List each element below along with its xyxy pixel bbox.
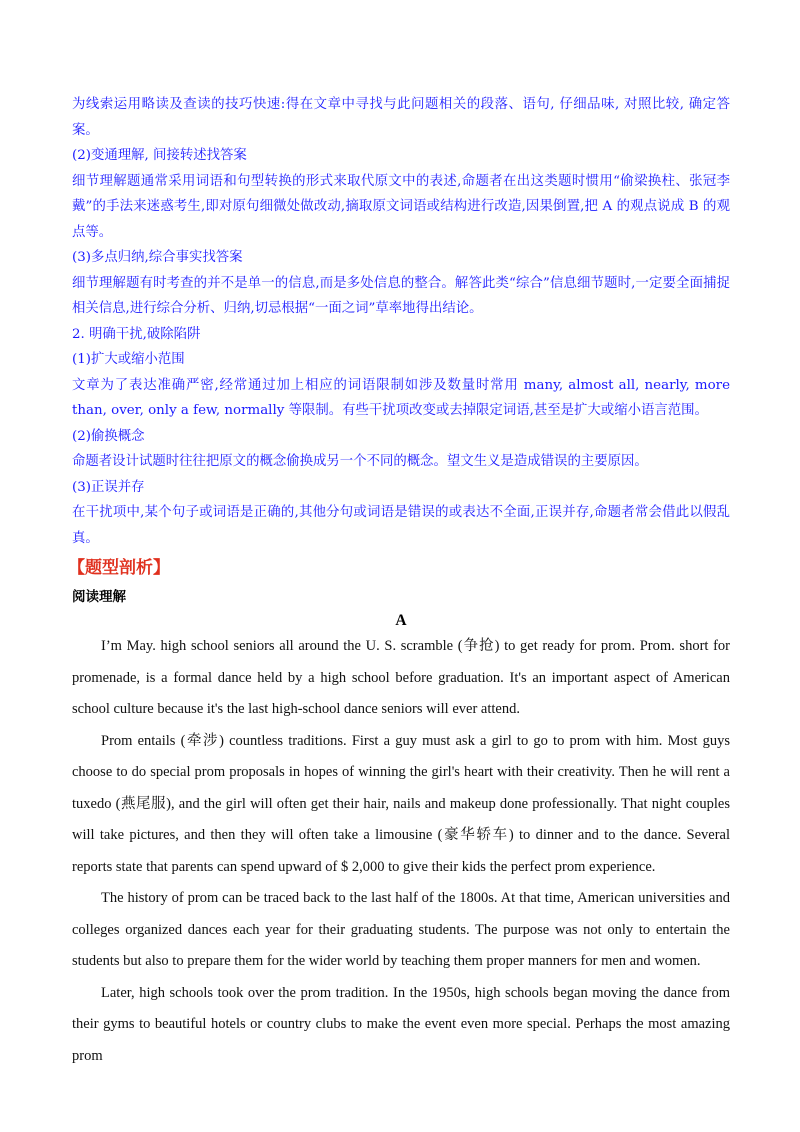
- guidance-line: 在干扰项中,某个句子或词语是正确的,其他分句或词语是错误的或表达不全面,正误并存,命题者常会借此以假乱真。: [72, 505, 730, 546]
- passage-paragraph: The history of prom can be traced back to the last half of the 1800s. At that time, American universities and colleges organized dances each year for their graduating students. The purpose was not only to entertain the students but also to prepare them for the wider world by teaching them proper manners for men and women.: [72, 890, 730, 969]
- guidance-line: 命题者设计试题时往往把原文的概念偷换成另一个不同的概念。望文生义是造成错误的主要原因。: [72, 454, 648, 469]
- guidance-line: 细节理解题有时考查的并不是单一的信息,而是多处信息的整合。解答此类“综合”信息细节题时,一定要全面捕捉相关信息,进行综合分析、归纳,切忌根据“一面之词”草率地得出结论。: [72, 275, 730, 316]
- guidance-heading: (3)多点归纳,综合事实找答案: [72, 250, 243, 265]
- document-page: [68, 92, 730, 1072]
- guidance-block: [72, 92, 730, 551]
- passage-paragraph: Prom entails (牵涉) countless traditions. First a guy must ask a girl to go to prom with him. Most guys choose to do special prom proposals in hopes of winning the girl's heart with their creativity. Then he will rent a tuxedo (燕尾服), and the girl will often get their hair, nails and makeup done professionally. That night couples will take pictures, and then they will often take a limousine (豪华轿车) to dinner and to the dance. Several reports state that parents can spend upward of $ 2,000 to give their kids the perfect prom experience.: [72, 732, 730, 875]
- passage-paragraph: Later, high schools took over the prom tradition. In the 1950s, high schools began moving the dance from their gyms to beautiful hotels or country clubs to make the event even more special. Perhaps the most amazing prom: [72, 984, 730, 1064]
- passage-letter: A: [395, 612, 407, 629]
- reading-comprehension-heading: 阅读理解: [72, 589, 126, 605]
- guidance-heading: 2. 明确干扰,破除陷阱: [72, 326, 201, 342]
- guidance-heading: (2)变通理解, 间接转述找答案: [72, 148, 247, 163]
- guidance-line: 为线索运用略读及查读的技巧快速:得在文章中寻找与此问题相关的段落、语句, 仔细品味, 对照比较, 确定答案。: [72, 97, 730, 138]
- guidance-line: 细节理解题通常采用词语和句型转换的形式来取代原文中的表述,命题者在出这类题时惯用“偷梁换柱、张冠李戴”的手法来迷惑考生,即对原句细微处做改动,摘取原文词语或结构进行改造,因果倒置,把 A 的观点说成 B 的观点等。: [72, 173, 730, 240]
- passage-body: [72, 631, 730, 1072]
- guidance-line: 文章为了表达准确严密,经常通过加上相应的词语限制如涉及数量时常用 many, almost all, nearly, more than, over, only a few, normally 等限制。有些干扰项改变或去掉限定词语,甚至是扩大或缩小语言范围。: [72, 377, 730, 418]
- guidance-heading: (3)正误并存: [72, 479, 145, 495]
- passage-paragraph: I’m May. high school seniors all around the U. S. scramble (争抢) to get ready for prom. Prom. short for promenade, is a formal dance held by a high school before graduation. It's an important aspect of American school culture because it's the last high-school dance seniors will ever attend.: [72, 638, 730, 717]
- guidance-heading: (2)偷换概念: [72, 428, 145, 444]
- guidance-heading: (1)扩大或缩小范围: [72, 352, 185, 367]
- section-title: 【题型剖析】: [68, 558, 170, 578]
